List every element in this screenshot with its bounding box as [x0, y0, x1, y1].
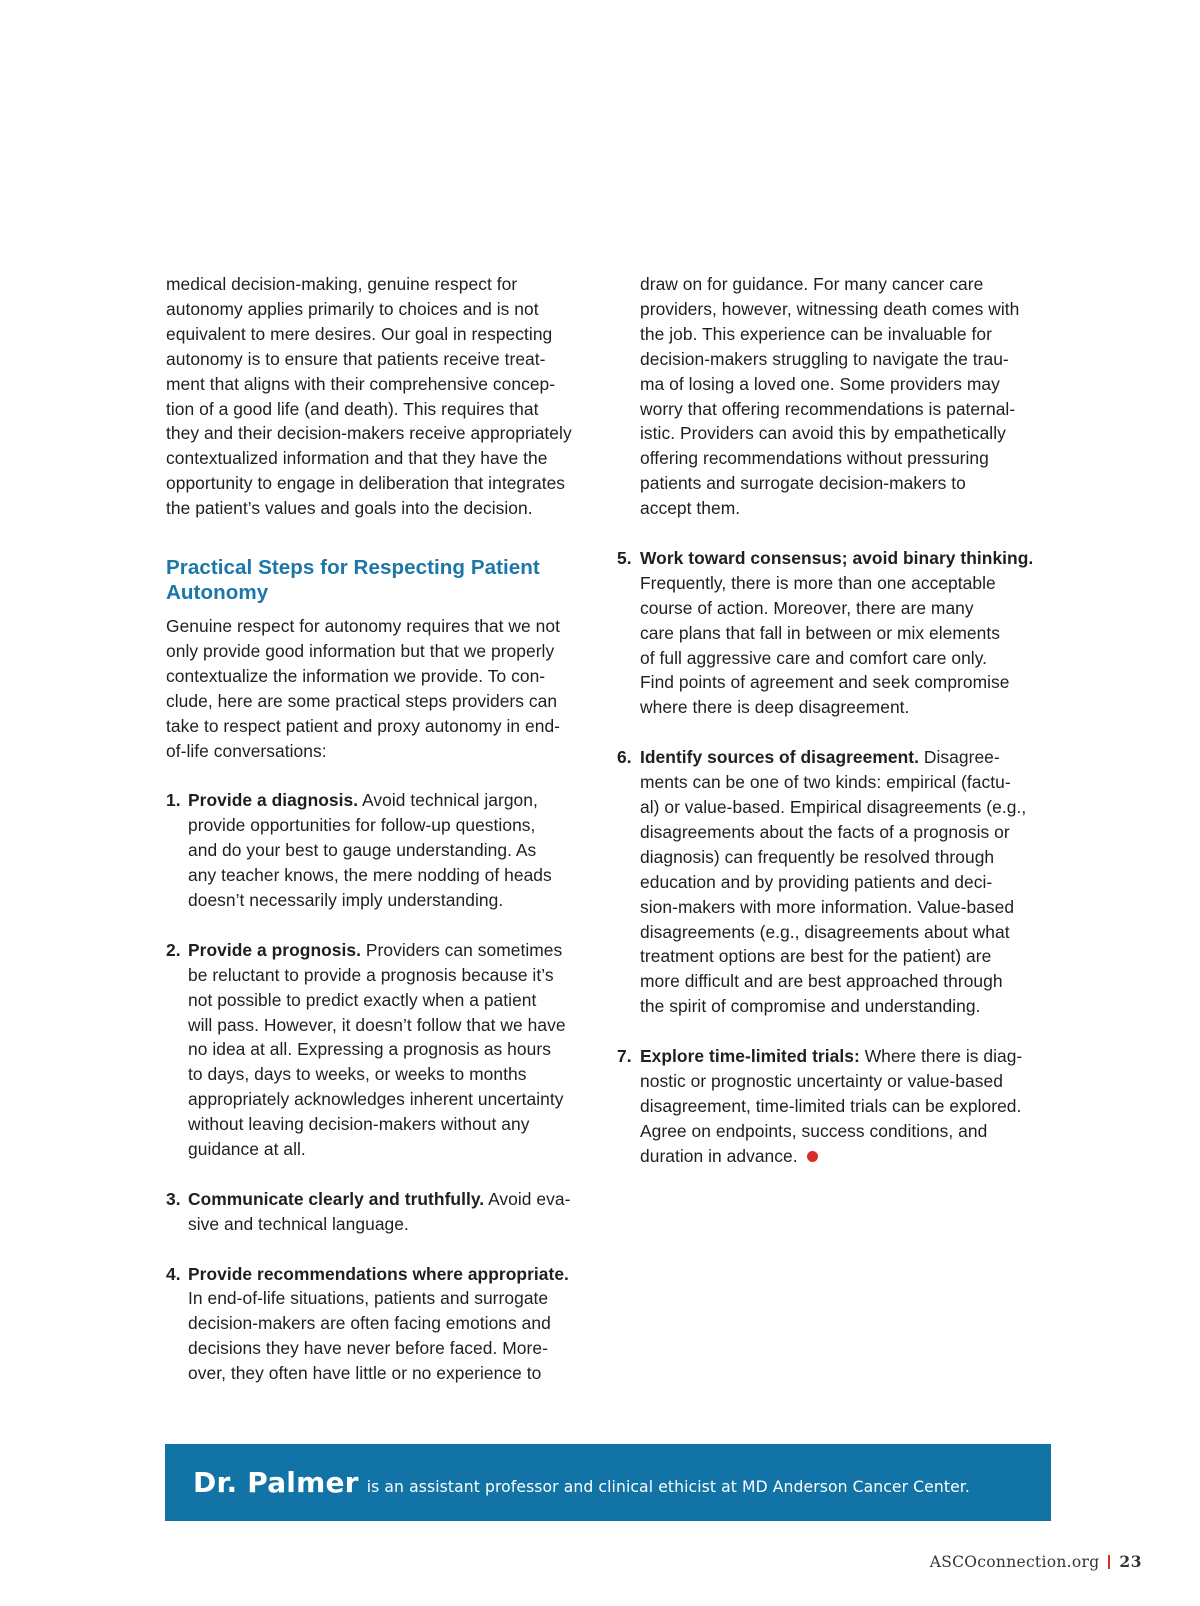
left-column	[166, 272, 598, 1386]
text-line: draw on for guidance. For many cancer care	[640, 274, 984, 294]
list-item-step-5	[617, 546, 1055, 720]
text-line: more difficult and are best approached through	[640, 971, 1003, 992]
text-line: take to respect patient and proxy autonomy in end-	[166, 715, 561, 736]
text-line: care plans that fall in between or mix elements	[640, 622, 1001, 643]
list-item-title: Provide recommendations where appropriate.	[188, 1263, 569, 1284]
text-line: the job. This experience can be invaluable for	[640, 323, 992, 344]
text-line	[188, 1262, 598, 1287]
list-number: 6.	[617, 747, 632, 768]
text-line: doesn’t necessarily imply understanding.	[188, 890, 504, 911]
text-line: nostic or prognostic uncertainty or value-based	[640, 1070, 1003, 1091]
text-line: al) or value-based. Empirical disagreements (e.g.,	[640, 797, 1027, 817]
author-description: is an assistant professor and clinical ethicist at MD Anderson Cancer Center.	[366, 1477, 970, 1496]
section-intro-paragraph	[166, 614, 598, 763]
text-line: Genuine respect for autonomy requires that we not	[166, 616, 560, 637]
list-item-title: Communicate clearly and truthfully.	[188, 1188, 485, 1209]
continuation-paragraph	[619, 272, 1055, 521]
footer-site-link[interactable]: ASCOconnection.org	[929, 1552, 1100, 1571]
text-line: not possible to predict exactly when a patient	[188, 989, 537, 1010]
text-line: opportunity to engage in deliberation that integrates	[166, 473, 566, 494]
text-line: decision-makers struggling to navigate the trau-	[640, 348, 1009, 369]
list-item-step-1	[166, 788, 598, 913]
text-line	[640, 1144, 1055, 1169]
page-footer	[930, 1552, 1142, 1571]
list-number: 3.	[166, 1188, 181, 1209]
text-line: to days, days to weeks, or weeks to months	[188, 1064, 527, 1085]
text-line: ments can be one of two kinds: empirical (factu-	[640, 772, 1011, 793]
list-item-step-4	[166, 1262, 598, 1387]
author-bio-box	[165, 1444, 1051, 1521]
text-line-content: duration in advance.	[640, 1145, 798, 1166]
list-item-text: Avoid technical jargon,	[358, 790, 538, 811]
text-line: provide opportunities for follow-up questions,	[188, 815, 536, 836]
list-number: 5.	[617, 547, 632, 568]
text-line: istic. Providers can avoid this by empathetically	[640, 423, 1006, 444]
text-line: disagreement, time-limited trials can be explored.	[640, 1095, 1022, 1116]
text-line: decisions they have never before faced. More-	[188, 1338, 548, 1359]
text-line: education and by providing patients and deci-	[640, 871, 993, 892]
intro-paragraph	[166, 272, 598, 521]
list-number: 1.	[166, 790, 181, 811]
text-line: ment that aligns with their comprehensive concep-	[166, 373, 556, 394]
text-line: of-life conversations:	[166, 740, 327, 761]
text-line: In end-of-life situations, patients and surrogate	[188, 1288, 549, 1309]
text-line: tion of a good life (and death). This requires that	[166, 398, 539, 419]
right-column	[619, 272, 1055, 1169]
text-line: and do your best to gauge understanding. As	[188, 840, 537, 861]
text-line: of full aggressive care and comfort care only.	[640, 647, 988, 668]
page-number: 23	[1119, 1552, 1142, 1571]
list-item-title: Provide a prognosis.	[188, 939, 362, 960]
text-line: equivalent to mere desires. Our goal in respecting	[166, 323, 553, 344]
text-line: no idea at all. Expressing a prognosis as hours	[188, 1039, 551, 1060]
author-name: Dr. Palmer	[193, 1466, 359, 1499]
text-line: clude, here are some practical steps providers can	[166, 690, 558, 711]
text-line: contextualize the information we provide. To con-	[166, 665, 546, 686]
list-item-title: Explore time-limited trials:	[640, 1046, 860, 1067]
text-line: any teacher knows, the mere nodding of heads	[188, 865, 552, 886]
text-line: only provide good information but that we properly	[166, 640, 555, 661]
footer-divider	[1108, 1555, 1110, 1569]
end-of-article-dot-icon	[807, 1151, 818, 1162]
text-line	[188, 1187, 598, 1212]
text-line: offering recommendations without pressuring	[640, 448, 989, 469]
text-line: providers, however, witnessing death comes with	[640, 298, 1020, 319]
text-line: will pass. However, it doesn’t follow that we have	[188, 1014, 566, 1035]
text-line: Frequently, there is more than one acceptable	[640, 572, 996, 593]
text-line: the patient’s values and goals into the decision.	[166, 498, 533, 519]
text-line: worry that offering recommendations is paternal-	[640, 398, 1016, 419]
text-line: where there is deep disagreement.	[640, 697, 910, 718]
text-line: sive and technical language.	[188, 1213, 409, 1234]
list-item-step-6	[617, 745, 1055, 1019]
text-line: the spirit of compromise and understanding.	[640, 996, 981, 1017]
text-line	[640, 1044, 1055, 1069]
text-line: disagreements (e.g., disagreements about what	[640, 921, 1010, 942]
list-item-step-2	[166, 938, 598, 1162]
text-line: appropriately acknowledges inherent uncertainty	[188, 1089, 564, 1110]
heading-line: Autonomy	[166, 581, 269, 605]
text-line: decision-makers are often facing emotions and	[188, 1313, 551, 1334]
text-line: disagreements about the facts of a prognosis or	[640, 821, 1010, 842]
text-line: diagnosis) can frequently be resolved through	[640, 846, 995, 867]
list-item-step-3	[166, 1187, 598, 1237]
list-item-title: Identify sources of disagreement.	[640, 747, 920, 768]
text-line	[188, 788, 598, 813]
list-item-text: Where there is diag-	[859, 1046, 1023, 1067]
text-line: treatment options are best for the patient) are	[640, 946, 992, 967]
heading-line: Practical Steps for Respecting Patient	[166, 556, 540, 580]
list-item-text: Disagree-	[919, 747, 1000, 768]
list-item-text: Avoid eva-	[484, 1188, 571, 1209]
text-line: course of action. Moreover, there are many	[640, 597, 974, 618]
text-line: ma of losing a loved one. Some providers may	[640, 373, 1000, 394]
text-line	[640, 745, 1055, 770]
text-line: guidance at all.	[188, 1139, 306, 1160]
text-line: be reluctant to provide a prognosis because it’s	[188, 964, 554, 985]
text-line: autonomy applies primarily to choices and is not	[166, 298, 539, 319]
list-item-text: Providers can sometimes	[361, 939, 563, 960]
text-line: autonomy is to ensure that patients receive treat-	[166, 348, 546, 369]
list-number: 7.	[617, 1046, 632, 1067]
text-line: they and their decision-makers receive appropriately	[166, 423, 572, 444]
list-item-title: Provide a diagnosis.	[188, 790, 359, 811]
text-line: without leaving decision-makers without any	[188, 1114, 530, 1135]
text-line: sion-makers with more information. Value-based	[640, 896, 1015, 917]
list-number: 4.	[166, 1263, 181, 1284]
text-line: over, they often have little or no experience to	[188, 1363, 542, 1384]
list-item-step-7	[617, 1044, 1055, 1169]
text-line	[188, 938, 598, 963]
text-line: patients and surrogate decision-makers to	[640, 473, 966, 494]
text-line: Agree on endpoints, success conditions, and	[640, 1120, 988, 1141]
text-line: Find points of agreement and seek compromise	[640, 672, 1010, 693]
text-line: accept them.	[640, 498, 741, 519]
list-number: 2.	[166, 939, 181, 960]
text-line: contextualized information and that they have the	[166, 448, 548, 469]
section-heading	[166, 555, 598, 605]
text-line	[640, 546, 1055, 571]
list-item-title: Work toward consensus; avoid binary thinking.	[640, 547, 1034, 568]
text-line: medical decision-making, genuine respect for	[166, 274, 518, 294]
